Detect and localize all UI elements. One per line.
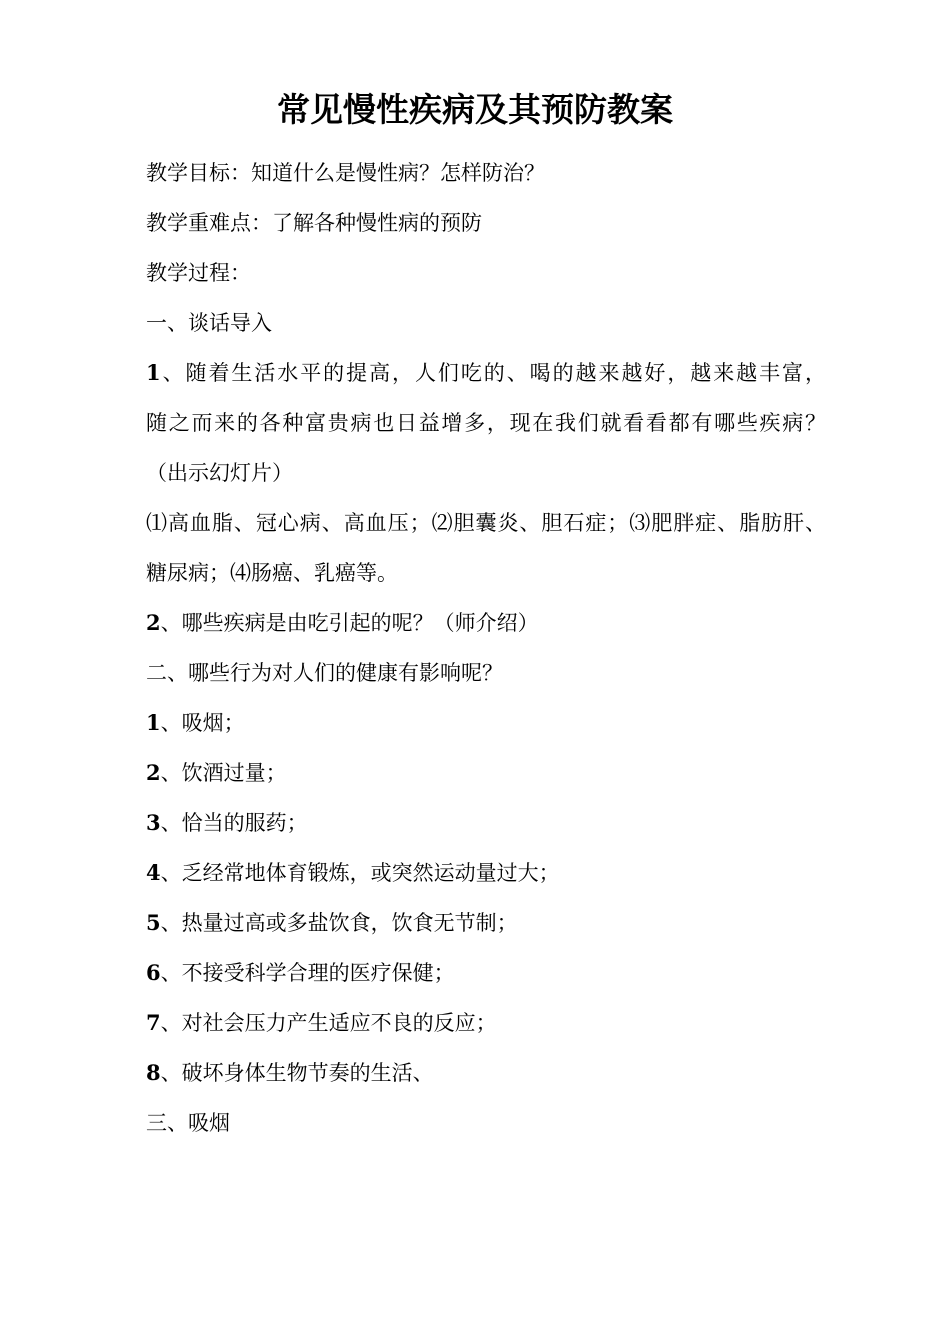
text-line <box>146 898 826 948</box>
text-line <box>146 648 826 698</box>
text-line <box>146 198 826 248</box>
item-number: 4 <box>146 860 161 885</box>
line-text: 随之而来的各种富贵病也日益增多，现在我们就看看都有哪些疾病？ <box>146 411 826 435</box>
line-text: 、对社会压力产生适应不良的反应； <box>160 1011 497 1035</box>
text-line <box>146 398 826 448</box>
item-number: 8 <box>146 1060 161 1085</box>
line-text: 教学过程： <box>146 261 251 285</box>
line-text: 、恰当的服药； <box>160 811 308 835</box>
line-text: 、不接受科学合理的医疗保健； <box>160 961 455 985</box>
item-number: 1 <box>146 360 161 385</box>
item-number: 7 <box>146 1010 161 1035</box>
document-body <box>146 148 826 1148</box>
text-line <box>146 798 826 848</box>
line-text: 、哪些疾病是由吃引起的呢？（师介绍） <box>160 611 539 635</box>
line-text: 教学目标：知道什么是慢性病？怎样防治？ <box>146 161 545 185</box>
line-text: 教学重难点：了解各种慢性病的预防 <box>146 211 482 235</box>
line-text: 二、哪些行为对人们的健康有影响呢？ <box>146 661 503 685</box>
item-number: 3 <box>146 810 161 835</box>
text-line <box>146 148 826 198</box>
text-line <box>146 298 826 348</box>
text-line <box>146 598 826 648</box>
text-line <box>146 1048 826 1098</box>
text-line <box>146 1098 826 1148</box>
line-text: （出示幻灯片） <box>146 461 293 485</box>
line-text: 、随着生活水平的提高，人们吃的、喝的越来越好，越来越丰富， <box>160 361 826 385</box>
text-line <box>146 248 826 298</box>
text-line <box>146 498 826 548</box>
item-number: 1 <box>146 710 161 735</box>
item-number: 6 <box>146 960 161 985</box>
text-line <box>146 848 826 898</box>
text-line <box>146 548 826 598</box>
page-title: 常见慢性疾病及其预防教案 <box>277 90 673 129</box>
text-line <box>146 448 826 498</box>
line-text: 、乏经常地体育锻炼，或突然运动量过大； <box>160 861 560 885</box>
line-text: 一、谈话导入 <box>146 311 272 335</box>
line-text: 、破坏身体生物节奏的生活、 <box>160 1061 434 1085</box>
text-line <box>146 998 826 1048</box>
line-text: 、饮酒过量； <box>160 761 287 785</box>
text-line <box>146 348 826 398</box>
item-number: 5 <box>146 910 161 935</box>
text-line <box>146 948 826 998</box>
text-line <box>146 698 826 748</box>
item-number: 2 <box>146 760 161 785</box>
line-text: 糖尿病；⑷肠癌、乳癌等。 <box>146 561 398 585</box>
line-text: 、吸烟； <box>160 711 245 735</box>
item-number: 2 <box>146 610 161 635</box>
line-text: 三、吸烟 <box>146 1111 230 1135</box>
line-text: ⑴高血脂、冠心病、高血压；⑵胆囊炎、胆石症；⑶肥胖症、脂肪肝、 <box>146 511 826 535</box>
line-text: 、热量过高或多盐饮食，饮食无节制； <box>160 911 518 935</box>
text-line <box>146 748 826 798</box>
